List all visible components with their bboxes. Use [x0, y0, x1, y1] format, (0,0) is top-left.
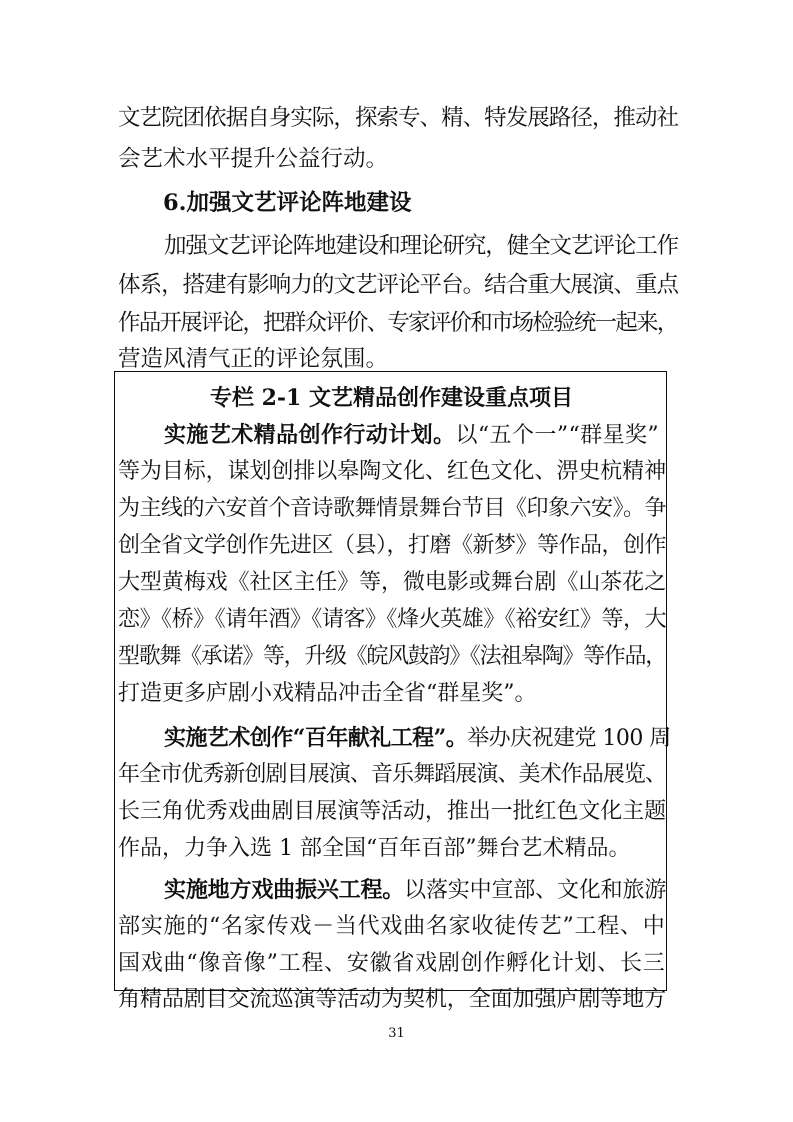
box-p1-line-6: 恋》《桥》《请年酒》《请客》《烽火英雄》《裕安红》等，大 [118, 607, 667, 632]
section-line-1: 加强文艺评论阵地建设和理论研究，健全文艺评论工作 [164, 233, 679, 259]
box-p2-first-rest: 举办庆祝建党 100 周 [467, 726, 671, 751]
box-p1-line-2: 等为目标，谋划创排以皋陶文化、红色文化、淠史杭精神 [118, 459, 667, 484]
page-number: 31 [388, 1026, 405, 1041]
box-p1-line-4: 创全省文学创作先进区（县），打磨《新梦》等作品，创作 [118, 533, 667, 558]
box-p1-line-8: 打造更多庐剧小戏精品冲击全省“群星奖”。 [118, 681, 537, 706]
section-heading: 6.加强文艺评论阵地建设 [163, 190, 412, 216]
section-line-3: 作品开展评论，把群众评价、专家评价和市场检验统一起来， [118, 310, 678, 336]
box-p3-first-rest: 以落实中宣部、文化和旅游 [404, 878, 667, 903]
box-p1-line-5: 大型黄梅戏《社区主任》等，微电影或舞台剧《山茶花之 [118, 570, 667, 595]
box-p2-line-4: 作品，力争入选 1 部全国“百年百部”舞台艺术精品。 [118, 836, 631, 861]
box-p3-line-3: 国戏曲“像音像”工程、安徽省戏剧创作孵化计划、长三 [118, 951, 666, 976]
box-p1-line-3: 为主线的六安首个音诗歌舞情景舞台节目《印象六安》。争 [118, 496, 667, 521]
box-p1-first-rest: 以“五个一”“群星奖” [455, 423, 660, 448]
box-title: 专栏 2-1 文艺精品创作建设重点项目 [209, 385, 574, 411]
box-p1-head: 实施艺术精品创作行动计划。 [164, 422, 456, 448]
box-p1-line-1 [164, 417, 664, 453]
intro-line-2: 会艺术水平提升公益行动。 [118, 146, 389, 172]
box-p3-line-4: 角精品剧目交流巡演等活动为契机，全面加强庐剧等地方 [118, 987, 667, 1012]
box-p2-head: 实施艺术创作“百年献礼工程”。 [164, 725, 468, 751]
box-p3-line-2: 部实施的“名家传戏－当代戏曲名家收徒传艺”工程、中 [118, 914, 666, 939]
box-p2-line-1 [164, 720, 671, 756]
box-p3-head: 实施地方戏曲振兴工程。 [164, 877, 405, 903]
section-line-4: 营造风清气正的评论氛围。 [118, 346, 389, 372]
section-line-2: 体系，搭建有影响力的文艺评论平台。结合重大展演、重点 [118, 272, 679, 298]
box-p2-line-2: 年全市优秀新创剧目展演、音乐舞蹈展演、美术作品展览、 [118, 762, 667, 787]
special-column-box [114, 371, 671, 1012]
box-p2-line-3: 长三角优秀戏曲剧目展演等活动，推出一批红色文化主题 [118, 799, 667, 824]
box-p1-line-7: 型歌舞《承诺》等，升级《皖风鼓韵》《法祖皋陶》等作品， [118, 644, 666, 669]
box-p3-line-1 [164, 872, 667, 908]
intro-line-1: 文艺院团依据自身实际，探索专、精、特发展路径，推动社 [118, 105, 679, 131]
